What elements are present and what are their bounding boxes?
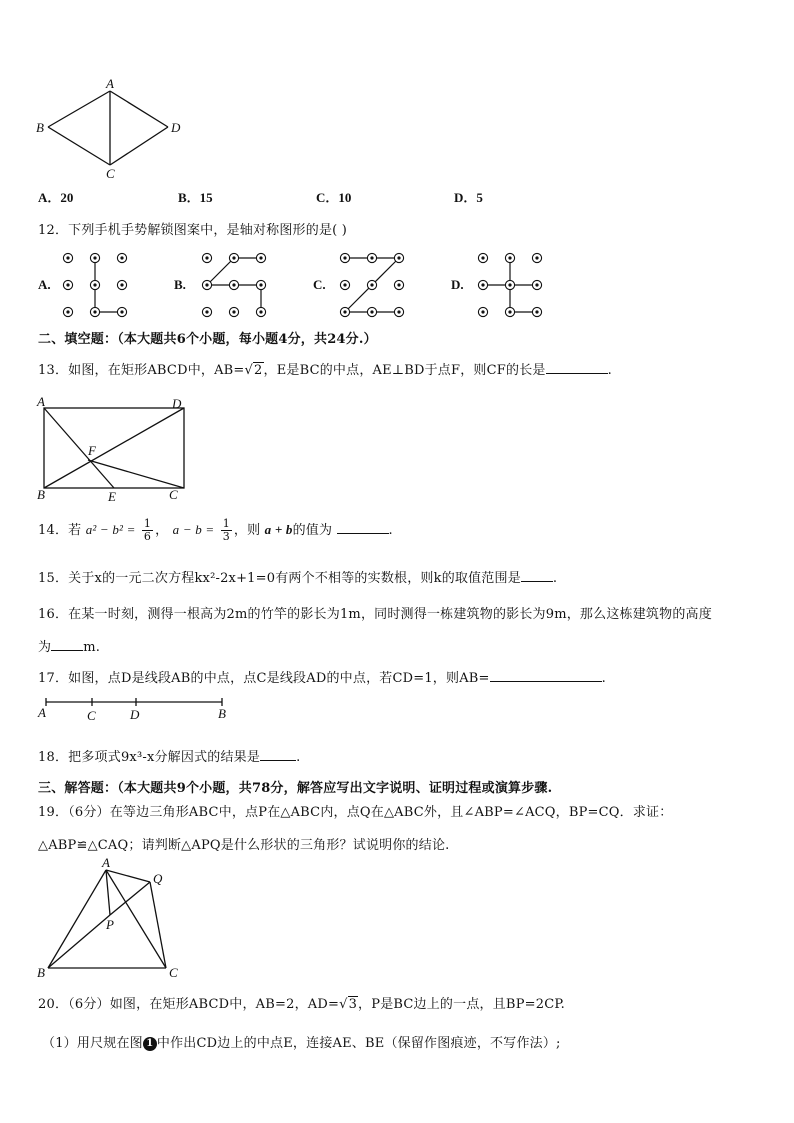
q14-sep: ，: [155, 523, 169, 538]
unlock-pattern-b: [202, 253, 265, 316]
unlock-dot: [478, 307, 487, 316]
unlock-dot: [478, 253, 487, 262]
unlock-dot: [505, 307, 514, 316]
unlock-dot-center: [343, 310, 346, 313]
q12-stem: 12．下列手机手势解锁图案中，是轴对称图形的是( ): [38, 223, 348, 238]
q15-stem: [38, 567, 557, 586]
unlock-dot-center: [508, 256, 511, 259]
q18-end: .: [296, 750, 301, 765]
q11-option-b: [178, 187, 213, 206]
q17-end: .: [601, 671, 606, 686]
unlock-dot-center: [205, 283, 208, 286]
q15-end: .: [552, 571, 558, 586]
unlock-dot-center: [93, 310, 96, 313]
figure-number-badge: 1: [143, 1037, 157, 1051]
unlock-dot-center: [120, 283, 123, 286]
q19-line1: 19．（6分）在等边三角形ABC中，点P在△ABC内，点Q在△ABC外，且∠ABP=∠ACQ，BP=CQ．求证：: [38, 805, 673, 820]
q17-answer-blank: [490, 669, 602, 682]
unlock-dot: [90, 280, 99, 289]
unlock-dot: [367, 253, 376, 262]
unlock-dot-center: [343, 283, 346, 286]
seg-label-c: C: [87, 708, 96, 723]
unlock-dot: [90, 307, 99, 316]
unlock-dot: [505, 280, 514, 289]
q20-post: ，P是BC边上的一点，且BP=2CP.: [358, 997, 565, 1012]
unlock-dot: [367, 280, 376, 289]
unlock-dot-center: [93, 256, 96, 259]
q15-answer-blank: [521, 569, 553, 582]
rect-label-c: C: [169, 487, 178, 502]
unlock-dot: [340, 280, 349, 289]
unlock-dot-center: [397, 283, 400, 286]
unlock-dot-center: [343, 256, 346, 259]
unlock-dot-center: [66, 283, 69, 286]
sqrt-3: √3: [339, 997, 358, 1012]
unlock-dot: [117, 307, 126, 316]
unlock-dot: [340, 307, 349, 316]
unlock-dot: [505, 253, 514, 262]
unlock-dot: [117, 253, 126, 262]
option-letter: B．: [178, 190, 200, 205]
rect-label-a: A: [37, 394, 45, 409]
unlock-dot: [202, 280, 211, 289]
q16-line2: [38, 636, 100, 655]
rhombus-label-a: A: [106, 76, 114, 91]
q14-post: 的值为: [292, 523, 333, 538]
unlock-dot-center: [370, 310, 373, 313]
unlock-dot-center: [232, 310, 235, 313]
unlock-dot: [394, 253, 403, 262]
unlock-dot-center: [259, 256, 262, 259]
q19-line2: △ABP≌△CAQ；请判断△APQ是什么形状的三角形？试说明你的结论.: [38, 838, 450, 853]
unlock-dot: [117, 280, 126, 289]
unlock-pattern-d: [478, 253, 541, 316]
unlock-dot-center: [93, 283, 96, 286]
rect-label-b: B: [37, 487, 45, 502]
q16-answer-blank: [51, 638, 83, 651]
q20-part1-post: 中作出CD边上的中点E，连接AE、BE（保留作图痕迹，不写作法）;: [156, 1036, 561, 1051]
q14-stem: [38, 518, 393, 543]
unlock-pattern-a: [63, 253, 126, 316]
unlock-dot-center: [205, 256, 208, 259]
unlock-dot-center: [66, 310, 69, 313]
rect-label-d: D: [172, 396, 182, 411]
q16-post: m.: [83, 640, 101, 655]
tri-label-p: P: [106, 917, 114, 932]
unlock-dot-center: [259, 310, 262, 313]
unlock-dot: [256, 253, 265, 262]
q12-option-a-label: A.: [38, 277, 51, 292]
unlock-dot: [256, 280, 265, 289]
unlock-dot-center: [481, 310, 484, 313]
rect-label-e: E: [108, 489, 116, 504]
q18-stem: [38, 746, 300, 765]
q20-part1-pre: （1）用尺规在图: [42, 1036, 143, 1051]
unlock-dot: [367, 307, 376, 316]
unlock-dot: [478, 280, 487, 289]
unlock-dot-center: [508, 283, 511, 286]
tri-label-q: Q: [153, 871, 163, 886]
unlock-dot: [394, 307, 403, 316]
unlock-dot-center: [120, 310, 123, 313]
unlock-dot: [532, 280, 541, 289]
unlock-dot-center: [535, 310, 538, 313]
section-2-title: 二、填空题：（本大题共6个小题，每小题4分，共24分.）: [38, 332, 377, 347]
unlock-dot: [340, 253, 349, 262]
unlock-dot-center: [205, 310, 208, 313]
q14-fraction-1: $\frac{1}{6}$: [143, 517, 152, 543]
q20-pre: 20．（6分）如图，在矩形ABCD中，AB=2，AD=: [38, 997, 340, 1012]
option-value: 5: [476, 190, 483, 205]
q13-end: .: [607, 363, 612, 378]
tri-label-c: C: [169, 965, 178, 980]
rhombus-label-b: B: [36, 120, 44, 135]
option-letter: A．: [38, 190, 61, 205]
sqrt-2: √2: [244, 363, 263, 378]
unlock-dot-center: [66, 256, 69, 259]
rhombus-label-c: C: [106, 166, 115, 181]
unlock-dot: [394, 280, 403, 289]
q14-fraction-2: $\frac{1}{3}$: [222, 517, 230, 543]
tri-label-b: B: [37, 965, 45, 980]
option-value: 20: [60, 190, 74, 205]
q16-pre: 为: [38, 640, 52, 655]
unlock-dot-center: [481, 256, 484, 259]
q20-stem: [38, 993, 565, 1012]
q15-text: 15．关于x的一元二次方程kx²-2x+1=0有两个不相等的实数根，则k的取值范围是: [38, 571, 521, 586]
unlock-dot-center: [481, 283, 484, 286]
unlock-dot: [63, 280, 72, 289]
unlock-dot-center: [508, 310, 511, 313]
q11-option-d: [454, 187, 483, 206]
unlock-dot-center: [397, 310, 400, 313]
q14-mid: ，则: [233, 523, 261, 538]
unlock-stroke: [207, 258, 234, 285]
unlock-dot-center: [120, 256, 123, 259]
seg-label-d: D: [130, 707, 140, 722]
q14-answer-blank: [337, 521, 389, 534]
q13-stem: [38, 359, 612, 378]
unlock-dot: [532, 307, 541, 316]
q11-option-c: [316, 187, 351, 206]
seg-label-b: B: [218, 706, 226, 721]
unlock-dot: [256, 307, 265, 316]
unlock-pattern-c: [340, 253, 403, 316]
unlock-dot: [90, 253, 99, 262]
q20-part1: [42, 1032, 561, 1051]
unlock-dot: [229, 253, 238, 262]
q14-end: .: [388, 523, 393, 538]
option-letter: D．: [454, 190, 477, 205]
q13-post: ，E是BC的中点，AE⊥BD于点F，则CF的长是: [263, 363, 546, 378]
unlock-dot-center: [259, 283, 262, 286]
unlock-dot: [63, 253, 72, 262]
unlock-dot: [229, 307, 238, 316]
q14-pre: 14．若: [38, 523, 82, 538]
q14-ab: a + b: [264, 522, 293, 537]
unlock-dot: [202, 307, 211, 316]
q12-option-d-label: D.: [451, 277, 464, 292]
unlock-dot-center: [535, 283, 538, 286]
q16-line1: 16．在某一时刻，测得一根高为2m的竹竿的影长为1m，同时测得一栋建筑物的影长为9m，那么这栋建筑物的高度: [38, 607, 712, 622]
q17-text: 17．如图，点D是线段AB的中点，点C是线段AD的中点，若CD=1，则AB=: [38, 671, 490, 686]
unlock-dot-center: [370, 256, 373, 259]
unlock-stroke: [345, 258, 399, 312]
unlock-dot: [202, 253, 211, 262]
q14-expr1: a² − b² =: [85, 522, 136, 537]
unlock-dot-center: [397, 256, 400, 259]
option-value: 10: [338, 190, 352, 205]
rect-label-f: F: [88, 443, 96, 458]
q13-pre: 13．如图，在矩形ABCD中，AB=: [38, 363, 245, 378]
unlock-dot-center: [232, 283, 235, 286]
q18-text: 18．把多项式9x³-x分解因式的结果是: [38, 750, 261, 765]
q12-option-b-label: B.: [174, 277, 186, 292]
seg-label-a: A: [38, 705, 46, 720]
tri-label-a: A: [102, 855, 110, 870]
option-value: 15: [199, 190, 213, 205]
unlock-dot: [63, 307, 72, 316]
q13-answer-blank: [546, 361, 608, 374]
q11-option-a: [38, 187, 73, 206]
rhombus-label-d: D: [171, 120, 181, 135]
option-letter: C．: [316, 190, 339, 205]
unlock-dot: [229, 280, 238, 289]
section-3-title: 三、解答题：（本大题共9个小题，共78分，解答应写出文字说明、证明过程或演算步骤.: [38, 781, 553, 796]
unlock-dot: [532, 253, 541, 262]
unlock-dot-center: [535, 256, 538, 259]
q14-expr2: a − b =: [172, 522, 215, 537]
q12-option-c-label: C.: [313, 277, 326, 292]
unlock-dot-center: [232, 256, 235, 259]
q17-stem: [38, 667, 606, 686]
unlock-dot-center: [370, 283, 373, 286]
q18-answer-blank: [260, 748, 296, 761]
